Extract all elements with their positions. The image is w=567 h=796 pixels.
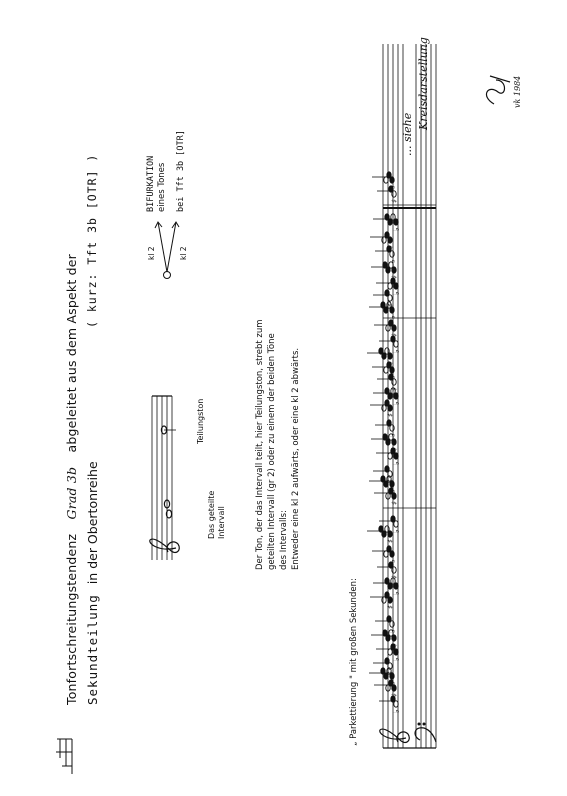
accidental: ♭	[392, 529, 401, 533]
accidental: ♯	[390, 501, 399, 505]
accidental: ♭	[388, 185, 397, 189]
accidental: ♭	[392, 349, 401, 353]
accidental: ♭	[392, 461, 401, 465]
accidental: ♯	[386, 605, 395, 609]
title-part-b: abgeleitet aus dem Aspekt der	[64, 254, 79, 453]
chord-notehead	[388, 453, 392, 459]
title-obertonreihe: in der Obertonreihe	[85, 461, 100, 585]
accidental: ♭	[392, 591, 401, 595]
accidental: ♯	[386, 671, 395, 675]
bifurcation-diagram	[155, 222, 179, 279]
accidental: ♭	[392, 227, 401, 231]
accidental: ♯	[390, 387, 399, 391]
chord-notehead	[382, 237, 386, 243]
chord-notehead	[388, 649, 392, 655]
accidental: ♯	[386, 303, 395, 307]
continuation-note-2: Kreisdarstellung	[417, 37, 430, 130]
bifurcation-sub: eines Tones	[157, 162, 167, 212]
accidental: ♭	[388, 681, 397, 685]
example1-staff	[152, 396, 172, 560]
accidental: ♭	[388, 375, 397, 379]
bifurcation-kl2-upper: kl 2	[147, 246, 156, 260]
explanation-line-1: Der Ton, der das Intervall teilt, hier Teilungston, strebt zum	[255, 319, 265, 570]
accidental: ♯	[390, 643, 399, 647]
accidental: ♯	[386, 245, 395, 249]
interval-label: Das geteilte Intervall	[207, 490, 227, 539]
bifurcation-ref: bei Tft 3b [OTR]	[176, 130, 186, 212]
accidental: ♭	[388, 559, 397, 563]
title-grade: Grad 3b	[64, 466, 79, 520]
accidental: ♭	[388, 489, 397, 493]
bifurcation-title: BIFURKATION	[146, 155, 156, 212]
accidental: ♯	[390, 275, 399, 279]
parkett-label: „ Parkettierung " mit großen Sekunden:	[349, 578, 359, 746]
accidental: ♭	[392, 291, 401, 295]
chord-notehead	[384, 177, 388, 183]
explanation-line-4: Entweder eine kl 2 aufwärts, oder eine kl 2 abwärts.	[291, 347, 301, 570]
chord-notehead	[384, 367, 388, 373]
accidental: ♯	[390, 199, 399, 203]
example1-notes	[150, 426, 180, 552]
accidental: ♭	[392, 709, 401, 713]
accidental: ♯	[386, 413, 395, 417]
signature	[486, 76, 510, 104]
accidental: ♯	[390, 693, 399, 697]
chord-notehead	[388, 283, 392, 289]
explanation-line-2: geteilten Intervall (gr 2) oder zu einem der beiden Töne	[267, 333, 277, 570]
chord-notehead	[382, 597, 386, 603]
accidental: ♯	[390, 447, 399, 451]
bifurcation-kl2-lower: kl 2	[179, 246, 188, 260]
accidental: ♭	[388, 433, 397, 437]
accidental: ♭	[388, 629, 397, 633]
title-short: ( kurz: Tft 3b [OTR] )	[85, 153, 99, 328]
explanation-line-3: des Intervalls:	[279, 510, 289, 570]
accidental: ♯	[386, 539, 395, 543]
chord-notehead	[384, 551, 388, 557]
title-line-1	[66, 254, 79, 705]
accidental: ♯	[390, 575, 399, 579]
accidental: ♭	[392, 401, 401, 405]
signature-text: vk 1984	[513, 75, 522, 108]
chord-clusters	[367, 172, 401, 713]
title-part-a: Tonfortschreitungstendenz	[64, 533, 79, 705]
accidental: ♭	[388, 315, 397, 319]
title-line-2	[87, 461, 100, 705]
continuation-note: ... siehe	[401, 112, 414, 156]
chord-notehead	[382, 405, 386, 411]
accidental: ♯	[386, 361, 395, 365]
accidental: ♯	[390, 333, 399, 337]
title-sekundteilung: Sekundteilung	[85, 594, 100, 705]
accidental: ♯	[386, 479, 395, 483]
accidental: ♭	[392, 657, 401, 661]
margin-logo	[56, 739, 72, 774]
accidental: ♭	[388, 259, 397, 263]
tone-label: Teilungston	[196, 398, 205, 444]
